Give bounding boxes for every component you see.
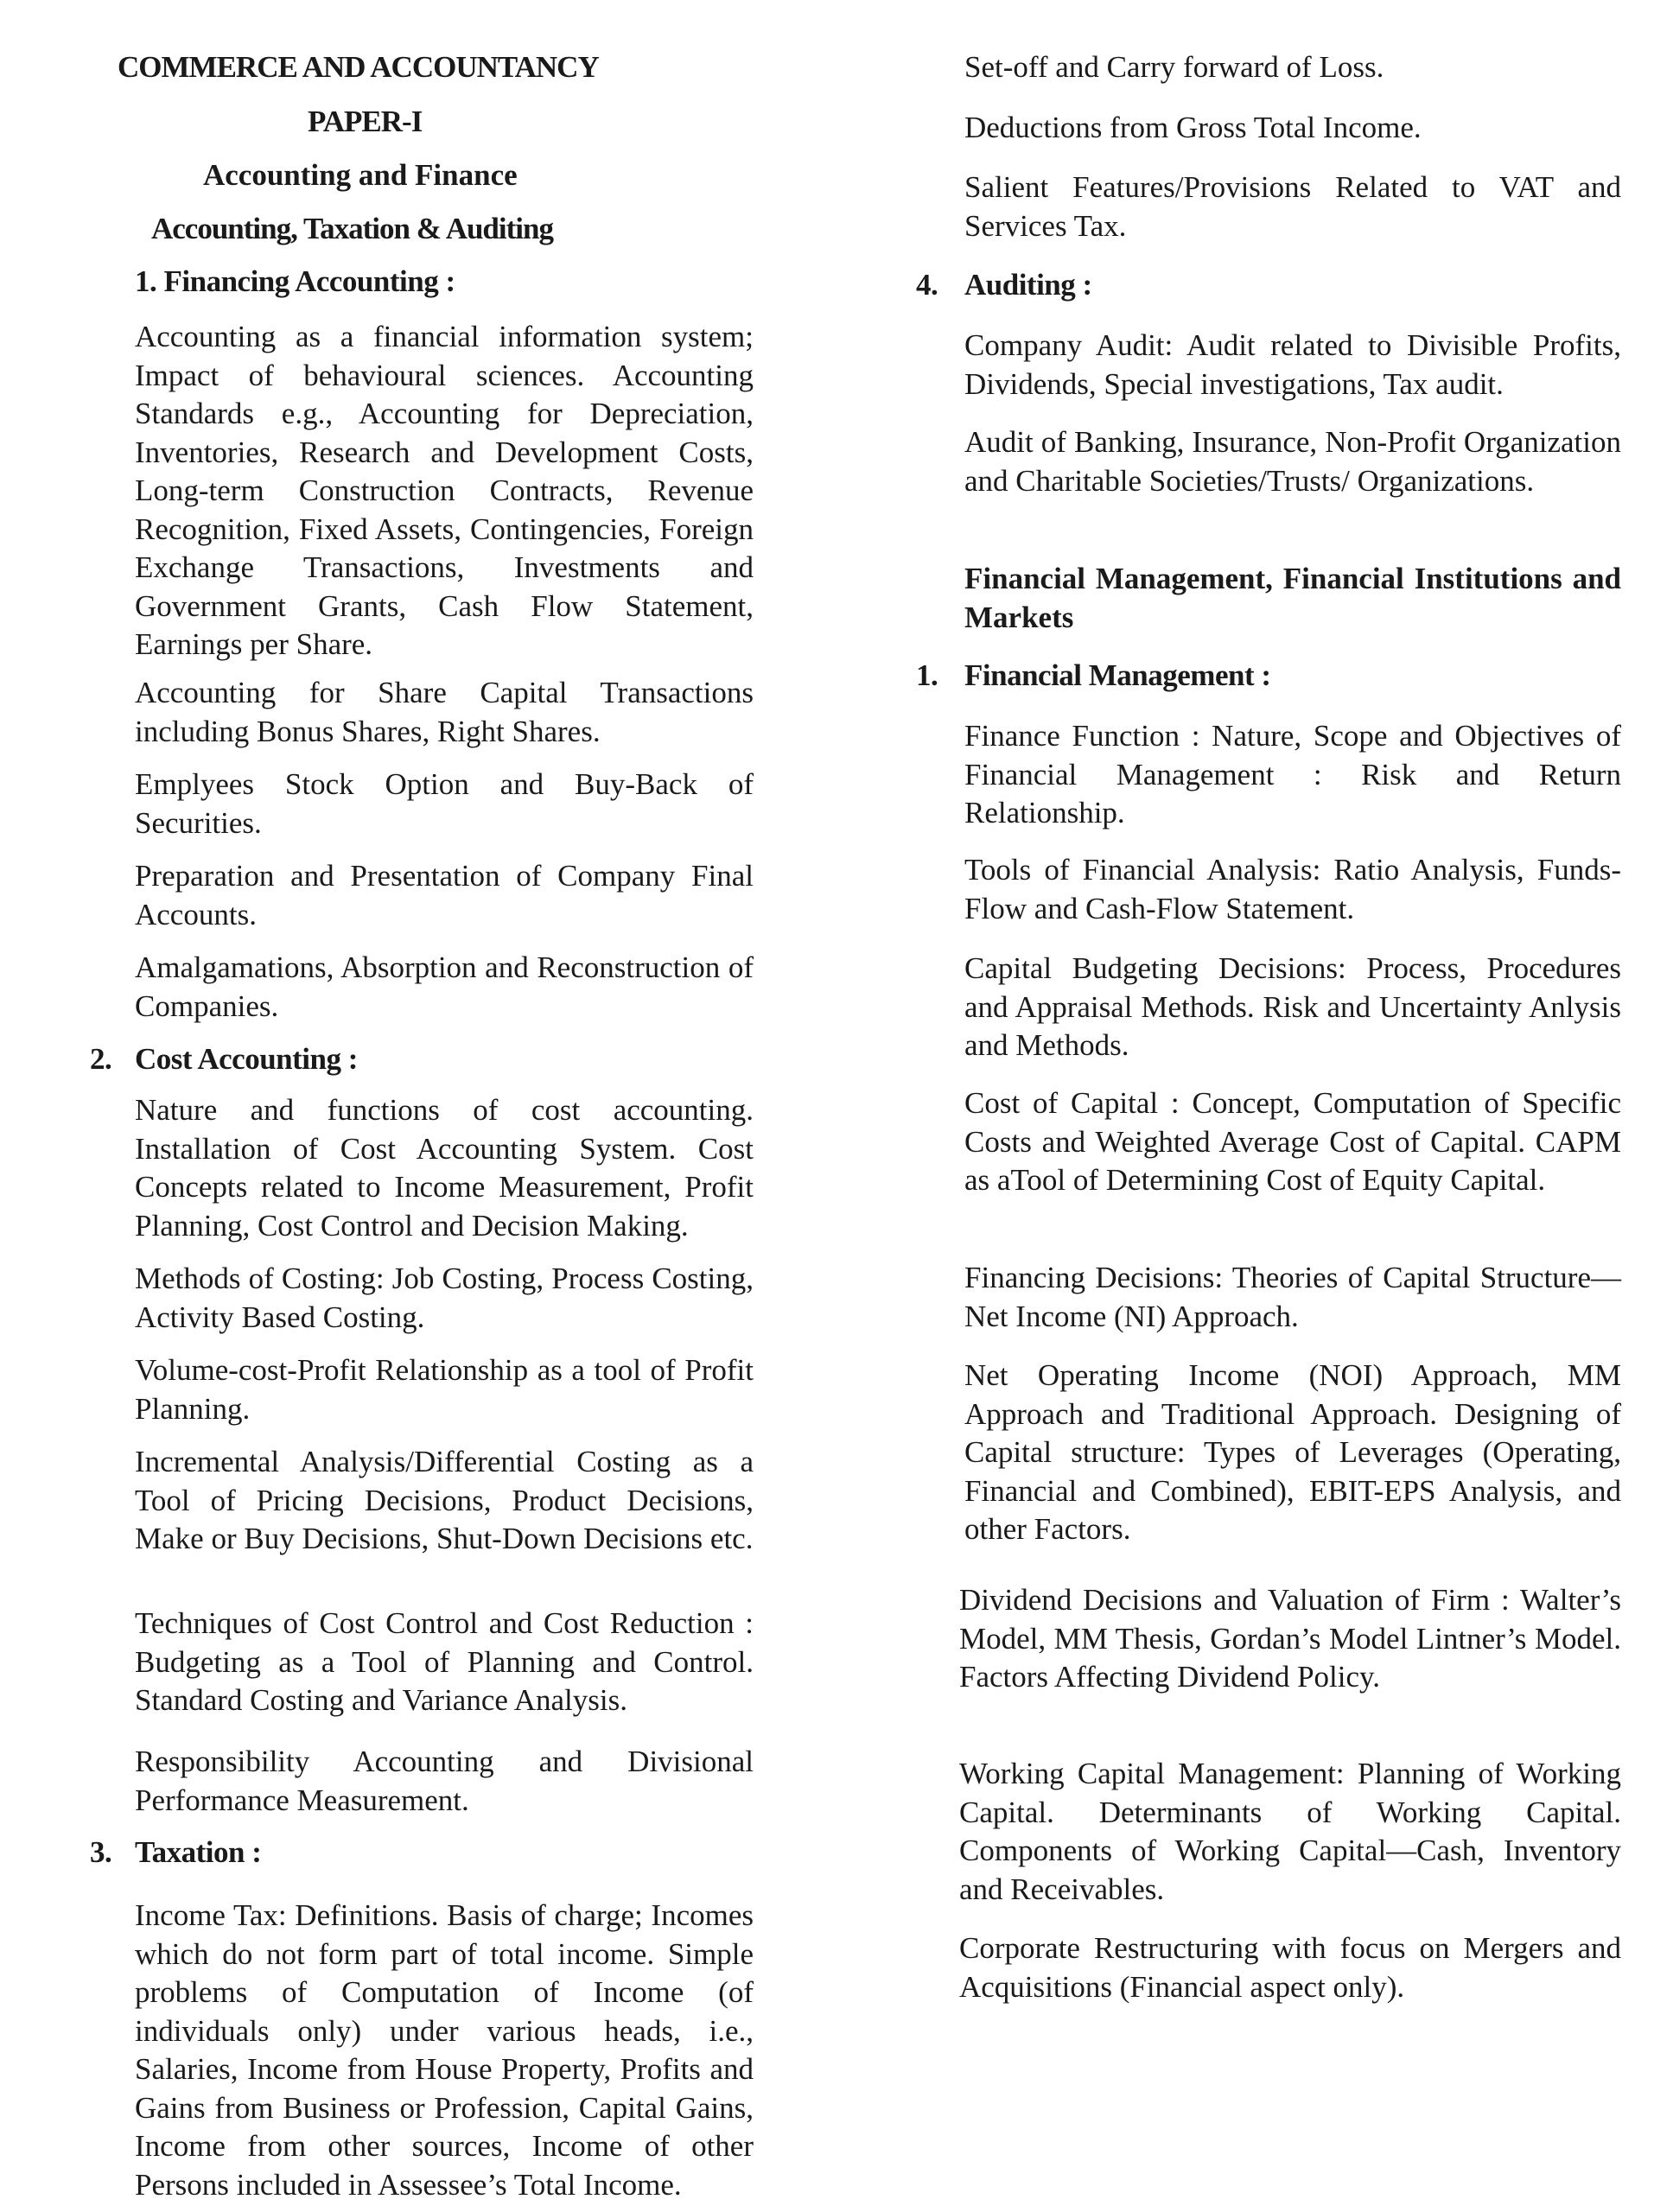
section-title: Auditing : bbox=[964, 268, 1092, 302]
paragraph-deductions: Deductions from Gross Total Income. bbox=[964, 111, 1422, 144]
paragraph-volume-cost-profit: Volume-cost-Profit Relationship as a tool of Profit Planning. bbox=[135, 1353, 754, 1426]
paragraph-capital-budgeting: Capital Budgeting Decisions: Process, Procedures and Appraisal Methods. Risk and Uncertainty Anlysis and Methods. bbox=[964, 951, 1621, 1062]
heading-taxation bbox=[90, 1835, 261, 1870]
paragraph-dividend-decisions: Dividend Decisions and Valuation of Firm : Walter’s Model, MM Thesis, Gordan’s Model Lintner’s Model. Factors Affecting Dividend Policy. bbox=[959, 1583, 1621, 1694]
paragraph-noi-approach: Net Operating Income (NOI) Approach, MM Approach and Traditional Approach. Designing of Capital structure: Types of Leverages (Operating, Financial and Combined), EBIT-EPS Analysis, and other Factors. bbox=[964, 1358, 1621, 1546]
paragraph-incremental-analysis: Incremental Analysis/Differential Costing as a Tool of Pricing Decisions, Product Decisions, Make or Buy Decisions, Shut-Down Decisions etc. bbox=[135, 1445, 754, 1555]
paragraph-share-capital: Accounting for Share Capital Transactions including Bonus Shares, Right Shares. bbox=[135, 676, 754, 748]
paragraph-company-audit: Company Audit: Audit related to Divisible Profits, Dividends, Special investigations, Tax audit. bbox=[964, 328, 1621, 401]
paragraph-costing-methods: Methods of Costing: Job Costing, Process Costing, Activity Based Costing. bbox=[135, 1262, 754, 1334]
paper-label: PAPER-I bbox=[308, 105, 423, 138]
paragraph-cost-nature: Nature and functions of cost accounting. Installation of Cost Accounting System. Cost Concepts related to Income Measurement, Profit Planning, Cost Control and Decision Making. bbox=[135, 1093, 754, 1243]
paragraph-cost-control: Techniques of Cost Control and Cost Reduction : Budgeting as a Tool of Planning and Control. Standard Costing and Variance Analysis. bbox=[135, 1606, 754, 1717]
paragraph-finance-function: Finance Function : Nature, Scope and Objectives of Financial Management : Risk and Return Relationship. bbox=[964, 719, 1621, 830]
section-title: Cost Accounting : bbox=[135, 1042, 358, 1076]
page-title: COMMERCE AND ACCOUNTANCY bbox=[118, 50, 599, 84]
section-number: 4. bbox=[916, 268, 938, 302]
paragraph-responsibility-accounting: Responsibility Accounting and Divisional Performance Measurement. bbox=[135, 1745, 754, 1817]
paragraph-financing-decisions: Financing Decisions: Theories of Capital Structure—Net Income (NI) Approach. bbox=[964, 1261, 1621, 1333]
heading-financial-management-markets: Financial Management, Financial Institutions and Markets bbox=[964, 562, 1621, 634]
section-number: 3. bbox=[90, 1835, 112, 1869]
paragraph-final-accounts: Preparation and Presentation of Company Final Accounts. bbox=[135, 859, 754, 931]
paragraph-set-off: Set-off and Carry forward of Loss. bbox=[964, 50, 1384, 84]
heading-financing-accounting: 1. Financing Accounting : bbox=[135, 264, 455, 298]
heading-financial-management bbox=[916, 658, 1271, 693]
paragraph-working-capital: Working Capital Management: Planning of Working Capital. Determinants of Working Capital. Components of Working Capital—Cash, Inventory and Receivables. bbox=[959, 1757, 1621, 1906]
paragraph-cost-of-capital: Cost of Capital : Concept, Computation of Specific Costs and Weighted Average Cost of Capital. CAPM as aTool of Determining Cost of Equity Capital. bbox=[964, 1086, 1621, 1197]
paragraph-income-tax: Income Tax: Definitions. Basis of charge; Incomes which do not form part of total income. Simple problems of Computation of Income (of individuals only) under various heads, i.e., Salaries, Income from House Property, Profits and Gains from Business or Profession, Capital Gains, Income from other sources, Income of other Persons included in Assessee’s Total Income. bbox=[135, 1898, 754, 2202]
section-number: 2. bbox=[90, 1042, 112, 1076]
paragraph-corporate-restructuring: Corporate Restructuring with focus on Mergers and Acquisitions (Financial aspect only). bbox=[959, 1931, 1621, 2004]
paragraph-accounting-standards: Accounting as a financial information system; Impact of behavioural sciences. Accounting Standards e.g., Accounting for Depreciation, Inventories, Research and Development Costs, Long-term Construction Contracts, Revenue Recognition, Fixed Assets, Contingencies, Foreign Exchange Transactions, Investments and Government Grants, Cash Flow Statement, Earnings per Share. bbox=[135, 320, 754, 661]
paragraph-stock-option: Emplyees Stock Option and Buy-Back of Securities. bbox=[135, 767, 754, 840]
heading-cost-accounting bbox=[90, 1042, 358, 1077]
heading-auditing bbox=[916, 268, 1092, 302]
paragraph-vat-services: Salient Features/Provisions Related to VAT and Services Tax. bbox=[964, 170, 1621, 243]
section-title: Taxation : bbox=[135, 1835, 262, 1869]
paragraph-audit-banking: Audit of Banking, Insurance, Non-Profit Organization and Charitable Societies/Trusts/ Organizations. bbox=[964, 425, 1621, 498]
paragraph-amalgamations: Amalgamations, Absorption and Reconstruction of Companies. bbox=[135, 950, 754, 1023]
section-subtitle-2: Accounting, Taxation & Auditing bbox=[151, 212, 553, 245]
section-title: Financial Management : bbox=[964, 658, 1271, 692]
paragraph-financial-analysis-tools: Tools of Financial Analysis: Ratio Analysis, Funds-Flow and Cash-Flow Statement. bbox=[964, 853, 1621, 925]
section-number: 1. bbox=[916, 658, 938, 692]
section-subtitle: Accounting and Finance bbox=[203, 158, 518, 192]
